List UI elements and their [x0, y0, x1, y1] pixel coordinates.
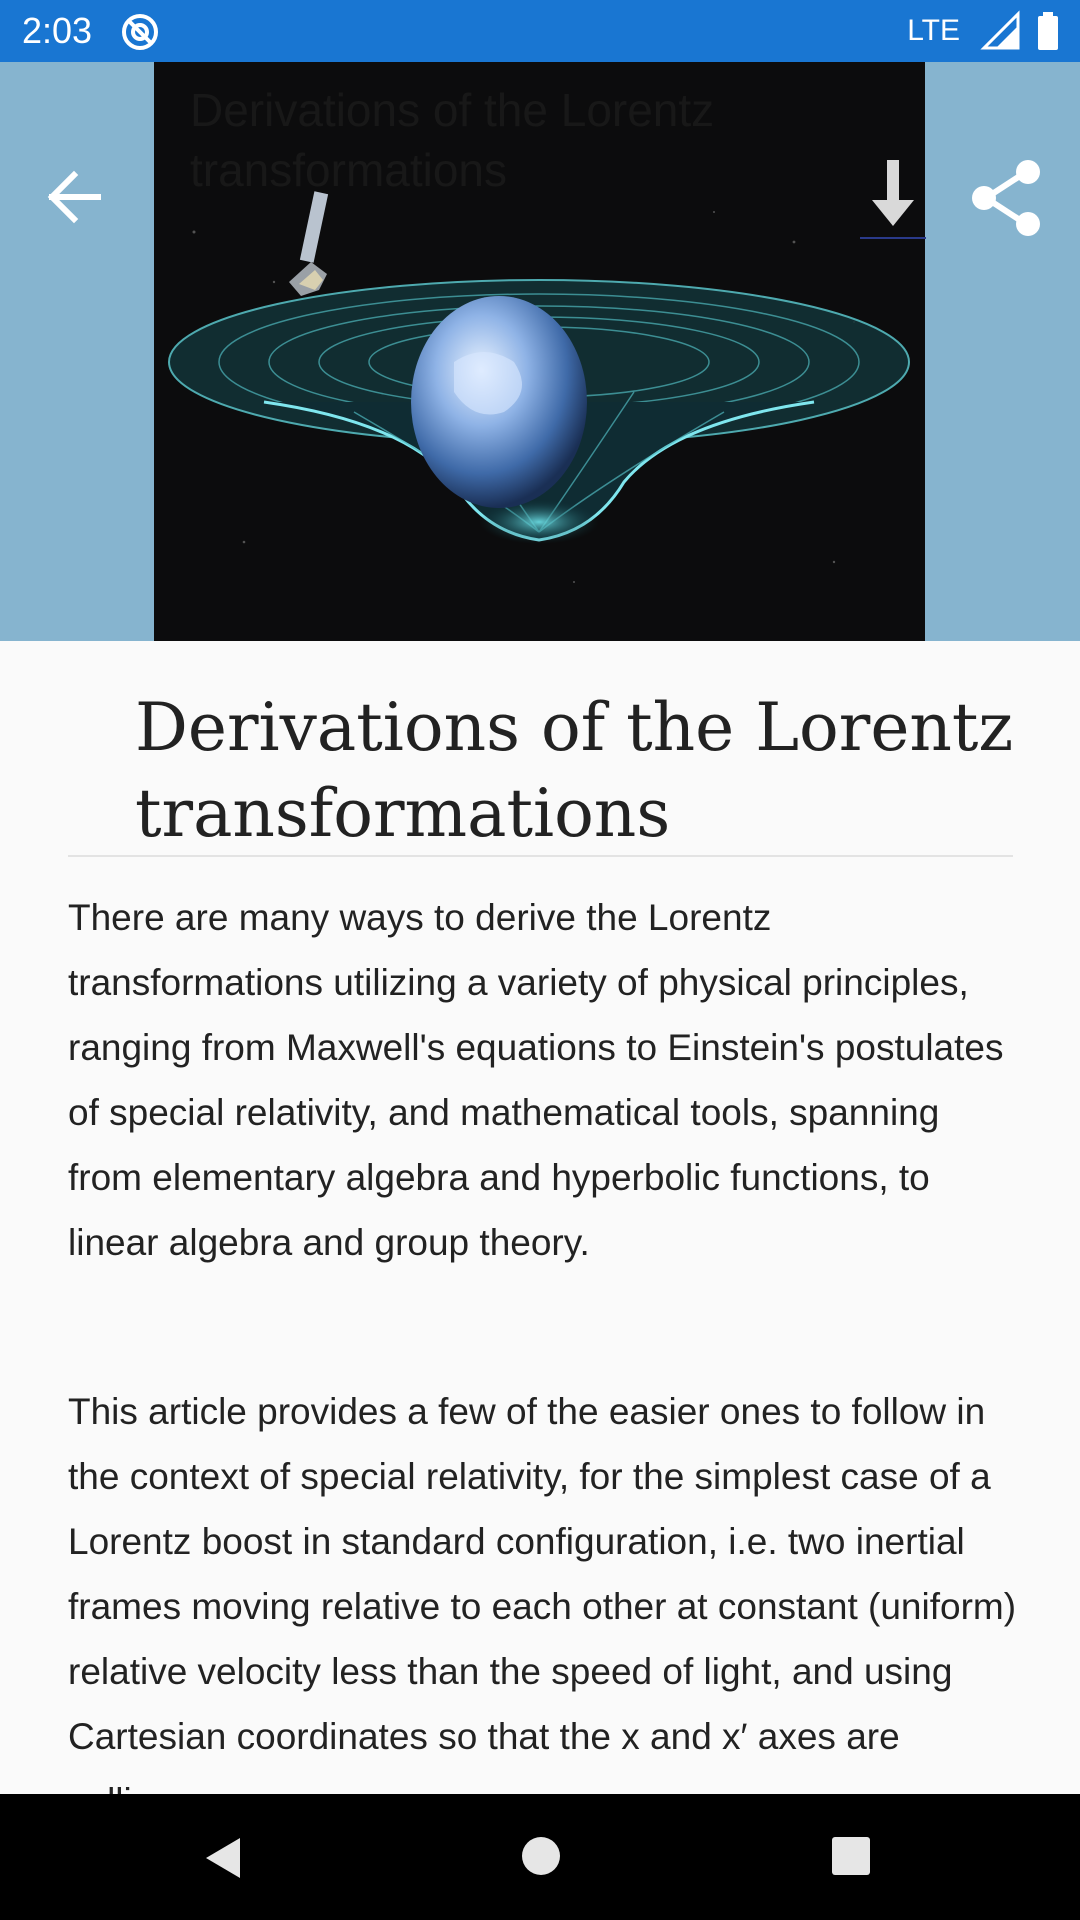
- circle-home-icon: [519, 1834, 563, 1878]
- download-button[interactable]: [858, 158, 928, 242]
- image-caption-title: Derivations of the Lorentz transformations: [190, 84, 715, 196]
- battery-icon: [1036, 12, 1060, 50]
- signal-icon: [982, 12, 1020, 50]
- arrow-left-icon: [40, 162, 110, 232]
- app-notification-icon: [120, 12, 160, 52]
- article-header: [0, 62, 1080, 641]
- nav-recents-button[interactable]: [831, 1836, 871, 1876]
- status-bar: [0, 0, 1080, 62]
- article-paragraph: This article provides a few of the easier ones to follow in the context of special relativity, for the simplest case of a Lorentz boost in standard configuration, i.e. two inertial frames moving relative to each other at constant (uniform) relative velocity less than the speed of light, and using Cartesian coordinates so that the x and x′ axes are: [68, 1391, 1017, 1757]
- share-icon: [970, 158, 1044, 238]
- lead-image[interactable]: [154, 62, 925, 641]
- system-navigation-bar: [0, 1794, 1080, 1920]
- title-divider: [68, 855, 1013, 857]
- article-paragraph: There are many ways to derive the Lorentz transformations utilizing a variety of physical principles, ranging from Maxwell's equations to Einstein's postulates of special relativity, and mathematical tools, spanning from elementary algebra and hyperbolic functions, to linear algebra and group theory.: [68, 897, 1004, 1263]
- status-time: 2:03: [22, 10, 93, 51]
- back-button[interactable]: [40, 162, 110, 232]
- share-button[interactable]: [970, 158, 1044, 238]
- triangle-back-icon: [200, 1834, 248, 1882]
- article-content: [0, 641, 1080, 1794]
- nav-home-button[interactable]: [519, 1834, 563, 1878]
- article-title: Derivations of the Lorentz transformations: [135, 689, 1014, 852]
- download-icon: [858, 158, 928, 242]
- nav-back-button[interactable]: [200, 1834, 248, 1882]
- square-recents-icon: [831, 1836, 871, 1876]
- status-network-label: LTE: [907, 14, 960, 47]
